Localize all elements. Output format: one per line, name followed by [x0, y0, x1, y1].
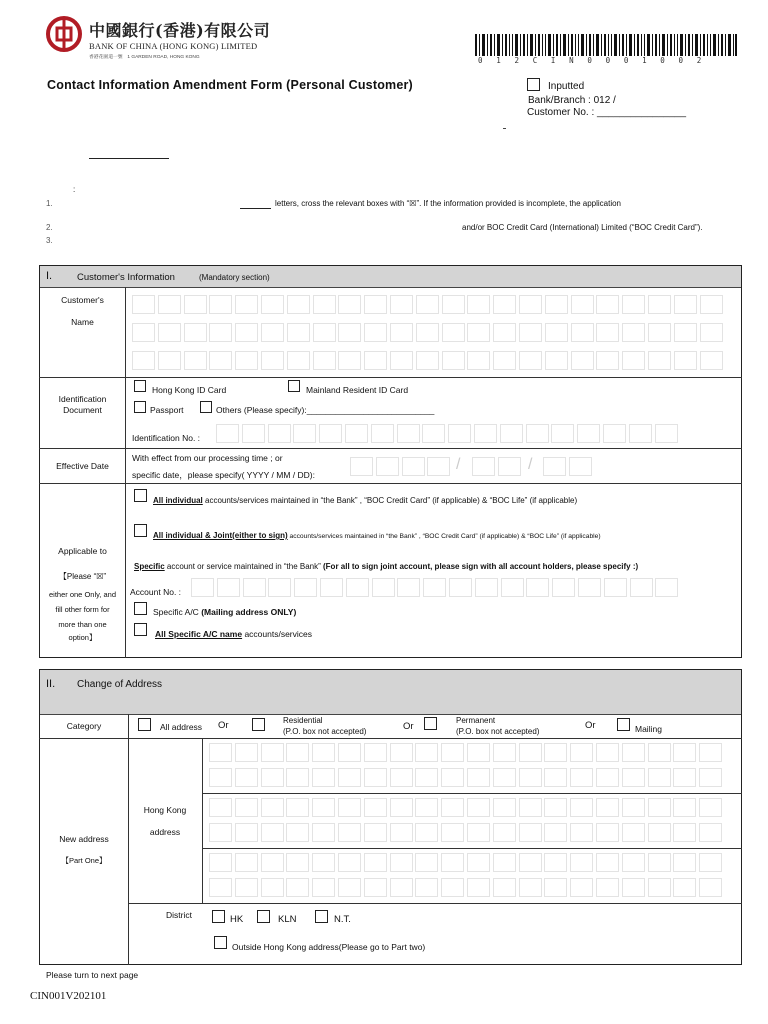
name-label-1: Customer's: [61, 295, 104, 305]
applicable-label-3: either one Only, and: [49, 590, 116, 599]
barcode: [475, 34, 737, 56]
specific-ac-text: Specific A/C: [153, 607, 202, 617]
date-year-input[interactable]: [350, 457, 453, 476]
applicable-label-1: Applicable to: [58, 546, 107, 556]
hk-address-label-1: Hong Kong: [143, 805, 187, 815]
inputted-label: Inputted: [548, 81, 585, 92]
s1-row-divider-2: [39, 448, 742, 449]
all-individual-checkbox[interactable]: [134, 489, 147, 502]
notes-colon: :: [73, 185, 76, 194]
individual-joint-checkbox[interactable]: [134, 524, 147, 537]
name-label-2: Name: [71, 317, 94, 327]
individual-joint-option: [153, 531, 601, 540]
date-slash-2: /: [528, 456, 533, 473]
barcode-icon: [475, 34, 737, 56]
date-slash-1: /: [456, 456, 461, 473]
all-specific-bold: All Specific A/C name: [155, 629, 243, 639]
dash-mark: [503, 128, 506, 129]
name-input-row-2[interactable]: [132, 323, 725, 342]
s2-col-divider-2: [128, 738, 129, 965]
id-no-label: Identification No. :: [132, 433, 201, 443]
applicable-label-2: 【Please “☒”: [58, 572, 107, 581]
district-kln-label: KLN: [278, 914, 297, 925]
form-title: Contact Information Amendment Form (Personal Customer): [47, 78, 413, 92]
all-address-checkbox[interactable]: [138, 718, 151, 731]
applicable-label-5: more than one: [58, 620, 107, 629]
all-individual-option: [153, 496, 577, 505]
s2-row-divider-1: [39, 738, 742, 739]
hkid-label: Hong Kong ID Card: [152, 385, 227, 395]
signature-line: [89, 158, 169, 159]
district-nt-checkbox[interactable]: [315, 910, 328, 923]
mailing-label: Mailing: [635, 724, 662, 734]
hkid-checkbox[interactable]: [134, 380, 146, 392]
id-no-input[interactable]: [216, 424, 680, 443]
all-specific-checkbox[interactable]: [134, 623, 147, 636]
specific-text: account or service maintained in “the Bank”: [164, 562, 323, 571]
s2-row-divider-2: [202, 793, 742, 794]
note-1-blank: [240, 208, 271, 209]
date-day-input[interactable]: [543, 457, 595, 476]
customer-no-label: Customer No. : ________________: [527, 107, 687, 118]
s1-row-divider-1: [39, 377, 742, 378]
part-one-label: 【Part One】: [61, 856, 107, 865]
all-specific-text: accounts/services: [242, 629, 312, 639]
residential-label-1: Residential: [283, 716, 323, 725]
s2-row-divider-4: [128, 903, 742, 904]
boc-logo: [46, 16, 82, 52]
note-3-num: 3.: [46, 236, 53, 245]
id-doc-label-1: Identification: [58, 394, 107, 404]
account-no-label: Account No. :: [130, 587, 182, 597]
hk-address-label-2: address: [149, 827, 181, 837]
or-label-1: Or: [218, 720, 229, 731]
s1-row-divider-3: [39, 483, 742, 484]
effective-date-label: Effective Date: [56, 461, 109, 471]
s2-col-divider-3: [202, 738, 203, 903]
section-2-header: [40, 670, 741, 715]
address-row-5[interactable]: [209, 853, 725, 872]
address-row-6[interactable]: [209, 878, 725, 897]
form-code: CIN001V202101: [30, 990, 107, 1002]
residential-checkbox[interactable]: [252, 718, 265, 731]
specific-ac-checkbox[interactable]: [134, 602, 147, 615]
address-row-3[interactable]: [209, 798, 725, 817]
permanent-label-1: Permanent: [456, 716, 496, 725]
district-kln-checkbox[interactable]: [257, 910, 270, 923]
mailing-checkbox[interactable]: [617, 718, 630, 731]
bank-name-zh: 中國銀行(香港)有限公司: [89, 21, 271, 40]
specific-bold: Specific: [134, 562, 165, 571]
branch-label: Bank/Branch : 012 /: [528, 95, 616, 106]
s2-col-divider-1: [128, 714, 129, 739]
individual-joint-text: accounts/services maintained in “the Bank” , “BOC Credit Card” (if applicable) & “BOC Life” (if applicable): [287, 533, 601, 540]
turn-page-note: Please turn to next page: [46, 970, 139, 980]
address-row-2[interactable]: [209, 768, 725, 787]
section-1-header: [40, 266, 741, 288]
specific-option: [134, 562, 638, 571]
specific-bold-note: (For all to sign joint account, please sign with all account holders, please specify :): [323, 562, 639, 571]
mainland-id-checkbox[interactable]: [288, 380, 300, 392]
date-month-input[interactable]: [472, 457, 524, 476]
permanent-checkbox[interactable]: [424, 717, 437, 730]
applicable-label-4: fill other form for: [55, 605, 110, 614]
individual-joint-bold: All individual & Joint(either to sign): [153, 531, 288, 540]
id-doc-label-2: Document: [63, 405, 102, 415]
s2-row-divider-3: [202, 848, 742, 849]
effective-line-1: With effect from our processing time ; or: [132, 453, 283, 463]
or-label-2: Or: [403, 721, 414, 732]
all-address-label: All address: [160, 722, 203, 732]
s1-col-divider: [125, 287, 126, 658]
specific-ac-option: [153, 607, 296, 617]
or-label-3: Or: [585, 720, 596, 731]
account-no-input[interactable]: [191, 578, 681, 597]
district-nt-label: N.T.: [334, 914, 351, 925]
section-2-number: II.: [46, 678, 56, 690]
section-2-title: Change of Address: [77, 679, 163, 690]
outside-hk-label: Outside Hong Kong address(Please go to Part two): [232, 942, 426, 952]
inputted-checkbox[interactable]: [527, 78, 540, 91]
boc-logo-icon: [46, 16, 82, 52]
applicable-label-6: option】: [68, 633, 97, 642]
residential-label-2: (P.O. box not accepted): [283, 727, 367, 736]
permanent-label-2: (P.O. box not accepted): [456, 727, 540, 736]
district-hk-label: HK: [230, 914, 244, 925]
passport-checkbox[interactable]: [134, 401, 146, 413]
note-1-text: letters, cross the relevant boxes with “☒”. If the information provided is incomplete, the application: [275, 199, 622, 208]
new-address-label: New address: [59, 834, 109, 844]
address-row-4[interactable]: [209, 823, 725, 842]
name-input-row-3[interactable]: [132, 351, 725, 370]
bank-name-en: BANK OF CHINA (HONG KONG) LIMITED: [89, 41, 258, 51]
all-individual-bold: All individual: [153, 496, 203, 505]
bank-address: 香港花園道一號 1 GARDEN ROAD, HONG KONG: [89, 55, 200, 60]
others-label: Others (Please specify):___________________________: [216, 405, 435, 415]
note-2-num: 2.: [46, 223, 53, 232]
address-row-1[interactable]: [209, 743, 725, 762]
others-checkbox[interactable]: [200, 401, 212, 413]
note-2-text: and/or BOC Credit Card (International) Limited (“BOC Credit Card”).: [462, 223, 703, 232]
name-input-row-1[interactable]: [132, 295, 725, 314]
note-1-num: 1.: [46, 199, 53, 208]
section-1-subtitle: (Mandatory section): [199, 273, 270, 282]
category-label: Category: [66, 721, 102, 731]
district-hk-checkbox[interactable]: [212, 910, 225, 923]
specific-ac-bold: (Mailing address ONLY): [201, 607, 297, 617]
district-label: District: [166, 910, 192, 920]
passport-label: Passport: [150, 405, 184, 415]
all-individual-text: accounts/services maintained in “the Bank” , “BOC Credit Card” (if applicable) & “BOC Life” (if applicable): [202, 496, 578, 505]
section-1-number: I.: [46, 270, 53, 282]
outside-hk-checkbox[interactable]: [214, 936, 227, 949]
barcode-text: 0 1 2 C I N 0 0 0 1 0 0 2: [478, 56, 706, 65]
section-1-title: Customer's Information: [77, 272, 175, 283]
effective-line-2: specific date，please specify( YYYY / MM / DD):: [132, 470, 315, 480]
mainland-id-label: Mainland Resident ID Card: [306, 385, 409, 395]
all-specific-option: [155, 629, 312, 639]
